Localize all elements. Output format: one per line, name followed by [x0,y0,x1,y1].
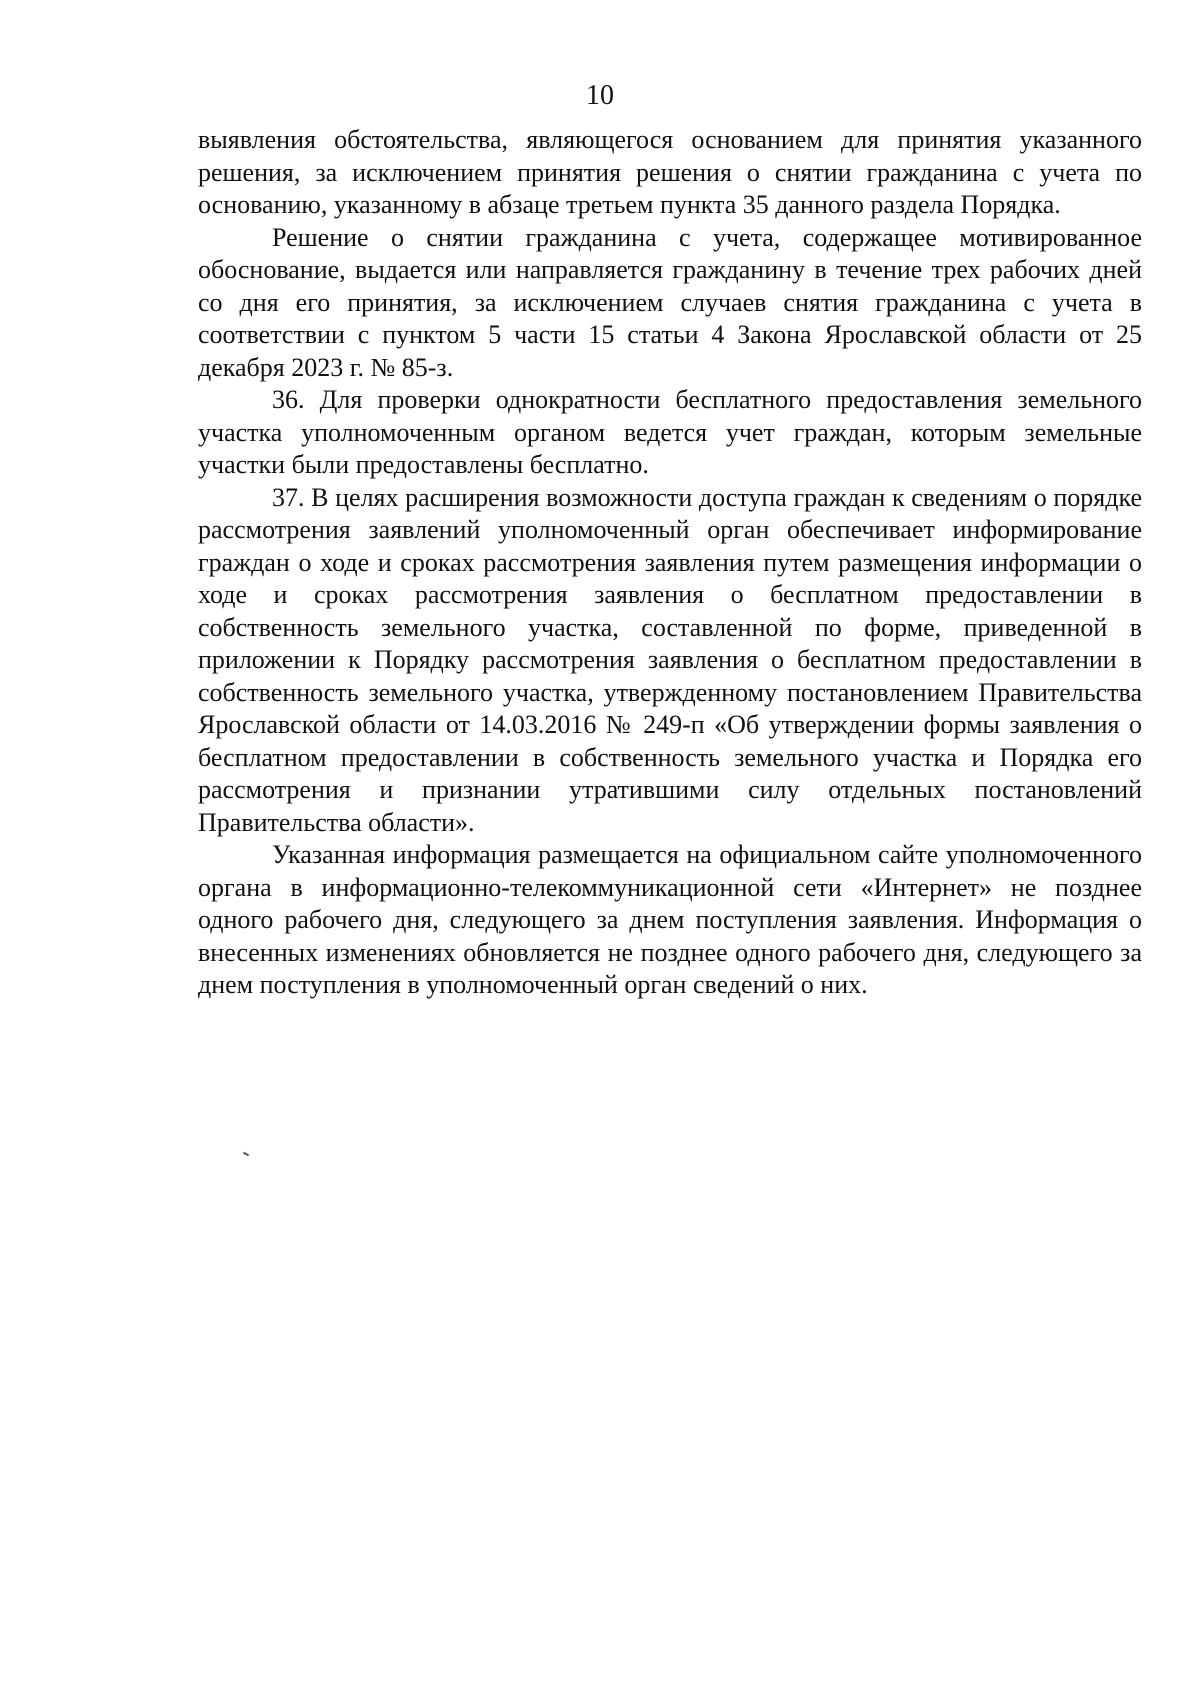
paragraph-website-information: Указанная информация размещается на официальном сайте уполномоченного органа в информационно-телекоммуникационной сети «Интернет» не позднее одного рабочего дня, следующего за днем поступления заявления. Информация о внесенных изменениях обновляется не позднее одного рабочего дня, следующего за днем поступления в уполномоченный орган сведений о них. [198,840,1142,999]
scan-artifact-mark [243,1152,249,1157]
paragraph-removal-decision: Решение о снятии гражданина с учета, содержащее мотивированное обоснование, выдается или направляется гражданину в течение трех рабочих дней со дня его принятия, за исключением случаев снятия гражданина с учета в соответствии с пунктом 5 части 15 статьи 4 Закона Ярославской области от 25 декабря 2023 г. № 85-з. [198,222,1142,382]
paragraph-continuation: выявления обстоятельства, являющегося основанием для принятия указанного решения, за исключением принятия решения о снятии гражданина с учета по основанию, указанному в абзаце третьем пункта 35 данного раздела Порядка. [198,125,1142,219]
page-number: 10 [586,80,614,111]
paragraph-item-36: 36. Для проверки однократности бесплатного предоставления земельного участка уполномоченным органом ведется учет граждан, которым земельные участки были предоставлены бесплатно. [198,385,1142,479]
document-body [198,124,1142,1002]
paragraph-item-37: 37. В целях расширения возможности доступа граждан к сведениям о порядке рассмотрения заявлений уполномоченный орган обеспечивает информирование граждан о ходе и сроках рассмотрения заявления путем размещения информации о ходе и сроках рассмотрения заявления о бесплатном предоставлении в собственность земельного участка, составленной по форме, приведенной в приложении к Порядку рассмотрения заявления о бесплатном предоставлении в собственность земельного участка, утвержденному постановлением Правительства Ярославской области от 14.03.2016 № 249-п «Об утверждении формы заявления о бесплатном предоставлении в собственность земельного участка и Порядка его рассмотрения и признании утратившими силу отдельных постановлений Правительства области». [198,482,1142,837]
